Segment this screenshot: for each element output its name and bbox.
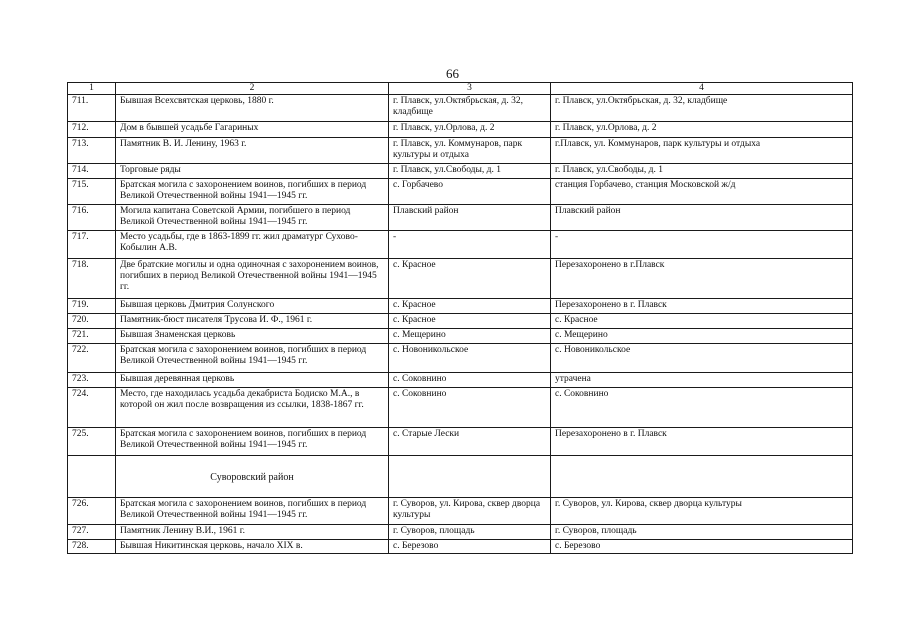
row-current-location: Плавский район: [551, 205, 853, 231]
section-number-cell: [68, 456, 116, 498]
table-row: [68, 138, 853, 164]
row-number: 718.: [68, 259, 116, 299]
row-location: с. Горбачево: [389, 179, 551, 205]
row-number: 719.: [68, 299, 116, 314]
table-row: [68, 205, 853, 231]
row-current-location: с. Красное: [551, 314, 853, 329]
row-number: 716.: [68, 205, 116, 231]
row-number: 715.: [68, 179, 116, 205]
row-current-location: г. Плавск, ул.Свободы, д. 1: [551, 164, 853, 179]
row-number: 727.: [68, 525, 116, 540]
row-current-location: с. Мещерино: [551, 329, 853, 344]
row-number: 712.: [68, 122, 116, 138]
section-current-cell: [551, 456, 853, 498]
section-row: [68, 456, 853, 498]
column-header-location: 3: [389, 83, 551, 95]
row-location: с. Соковнино: [389, 388, 551, 428]
table-row: [68, 314, 853, 329]
table-row: [68, 373, 853, 388]
row-number: 721.: [68, 329, 116, 344]
row-object-name: Братская могила с захоронением воинов, погибших в период Великой Отечественной войны 1941—1945 гг.: [116, 428, 389, 456]
row-current-location: г. Суворов, площадь: [551, 525, 853, 540]
row-location: с. Соковнино: [389, 373, 551, 388]
row-current-location: с. Березово: [551, 540, 853, 554]
table-row: [68, 498, 853, 525]
row-object-name: Братская могила с захоронением воинов, погибших в период Великой Отечественной войны 1941—1945 гг.: [116, 179, 389, 205]
table-row: [68, 540, 853, 554]
table-header-row: [68, 83, 853, 95]
row-location: с. Березово: [389, 540, 551, 554]
row-number: 723.: [68, 373, 116, 388]
table-row: [68, 95, 853, 122]
row-current-location: Перезахоронено в г. Плавск: [551, 299, 853, 314]
row-number: 713.: [68, 138, 116, 164]
row-location: с. Красное: [389, 314, 551, 329]
table-row: [68, 164, 853, 179]
row-object-name: Дом в бывшей усадьбе Гагариных: [116, 122, 389, 138]
row-object-name: Братская могила с захоронением воинов, погибших в период Великой Отечественной войны 1941—1945 гг.: [116, 498, 389, 525]
row-location: г. Плавск, ул.Орлова, д. 2: [389, 122, 551, 138]
row-current-location: Перезахоронено в г. Плавск: [551, 428, 853, 456]
row-number: 717.: [68, 231, 116, 259]
row-current-location: г. Плавск, ул.Октябрьская, д. 32, кладбище: [551, 95, 853, 122]
row-current-location: -: [551, 231, 853, 259]
row-number: 724.: [68, 388, 116, 428]
page-number: 66: [446, 66, 459, 81]
row-location: -: [389, 231, 551, 259]
row-location: с. Мещерино: [389, 329, 551, 344]
row-object-name: Бывшая деревянная церковь: [116, 373, 389, 388]
row-object-name: Памятник-бюст писателя Трусова И. Ф., 1961 г.: [116, 314, 389, 329]
table-row: [68, 179, 853, 205]
row-current-location: г. Суворов, ул. Кирова, сквер дворца культуры: [551, 498, 853, 525]
row-object-name: Памятник Ленину В.И., 1961 г.: [116, 525, 389, 540]
row-object-name: Бывшая церковь Дмитрия Солунского: [116, 299, 389, 314]
monuments-table: [67, 82, 853, 554]
row-number: 711.: [68, 95, 116, 122]
column-header-name: 2: [116, 83, 389, 95]
column-header-current-location: 4: [551, 83, 853, 95]
row-number: 728.: [68, 540, 116, 554]
row-number: 725.: [68, 428, 116, 456]
row-object-name: Две братские могилы и одна одиночная с захоронением воинов, погибших в период Великой Отечественной войны 1941—1945 гг.: [116, 259, 389, 299]
row-object-name: Место, где находилась усадьба декабриста Бодиско М.А., в которой он жил после возвращения из ссылки, 1838-1867 гг.: [116, 388, 389, 428]
row-location: г. Суворов, площадь: [389, 525, 551, 540]
row-location: Плавский район: [389, 205, 551, 231]
row-object-name: Место усадьбы, где в 1863-1899 гг. жил драматург Сухово-Кобылин А.В.: [116, 231, 389, 259]
row-location: с. Новоникольское: [389, 344, 551, 373]
row-object-name: Братская могила с захоронением воинов, погибших в период Великой Отечественной войны 1941—1945 гг.: [116, 344, 389, 373]
table-row: [68, 231, 853, 259]
row-object-name: Бывшая Всехсвятская церковь, 1880 г.: [116, 95, 389, 122]
row-object-name: Памятник В. И. Ленину, 1963 г.: [116, 138, 389, 164]
section-title: Суворовский район: [116, 456, 389, 498]
row-location: с. Старые Лески: [389, 428, 551, 456]
row-number: 720.: [68, 314, 116, 329]
table-row: [68, 259, 853, 299]
table-row: [68, 299, 853, 314]
column-header-number: 1: [68, 83, 116, 95]
table-row: [68, 388, 853, 428]
table-row: [68, 329, 853, 344]
row-current-location: станция Горбачево, станция Московской ж/д: [551, 179, 853, 205]
table-row: [68, 428, 853, 456]
row-current-location: г.Плавск, ул. Коммунаров, парк культуры и отдыха: [551, 138, 853, 164]
row-location: г. Плавск, ул. Коммунаров, парк культуры и отдыха: [389, 138, 551, 164]
row-current-location: с. Соковнино: [551, 388, 853, 428]
row-current-location: г. Плавск, ул.Орлова, д. 2: [551, 122, 853, 138]
table-row: [68, 344, 853, 373]
row-object-name: Могила капитана Советской Армии, погибшего в период Великой Отечественной войны 1941—1945 гг.: [116, 205, 389, 231]
table-row: [68, 122, 853, 138]
table-row: [68, 525, 853, 540]
row-number: 714.: [68, 164, 116, 179]
row-location: с. Красное: [389, 299, 551, 314]
row-number: 722.: [68, 344, 116, 373]
row-object-name: Бывшая Никитинская церковь, начало XIX в.: [116, 540, 389, 554]
row-location: г. Плавск, ул.Октябрьская, д. 32, кладбище: [389, 95, 551, 122]
row-current-location: с. Новоникольское: [551, 344, 853, 373]
row-current-location: Перезахоронено в г.Плавск: [551, 259, 853, 299]
row-location: г. Плавск, ул.Свободы, д. 1: [389, 164, 551, 179]
section-location-cell: [389, 456, 551, 498]
row-number: 726.: [68, 498, 116, 525]
row-location: с. Красное: [389, 259, 551, 299]
row-current-location: утрачена: [551, 373, 853, 388]
row-location: г. Суворов, ул. Кирова, сквер дворца культуры: [389, 498, 551, 525]
row-object-name: Торговые ряды: [116, 164, 389, 179]
row-object-name: Бывшая Знаменская церковь: [116, 329, 389, 344]
